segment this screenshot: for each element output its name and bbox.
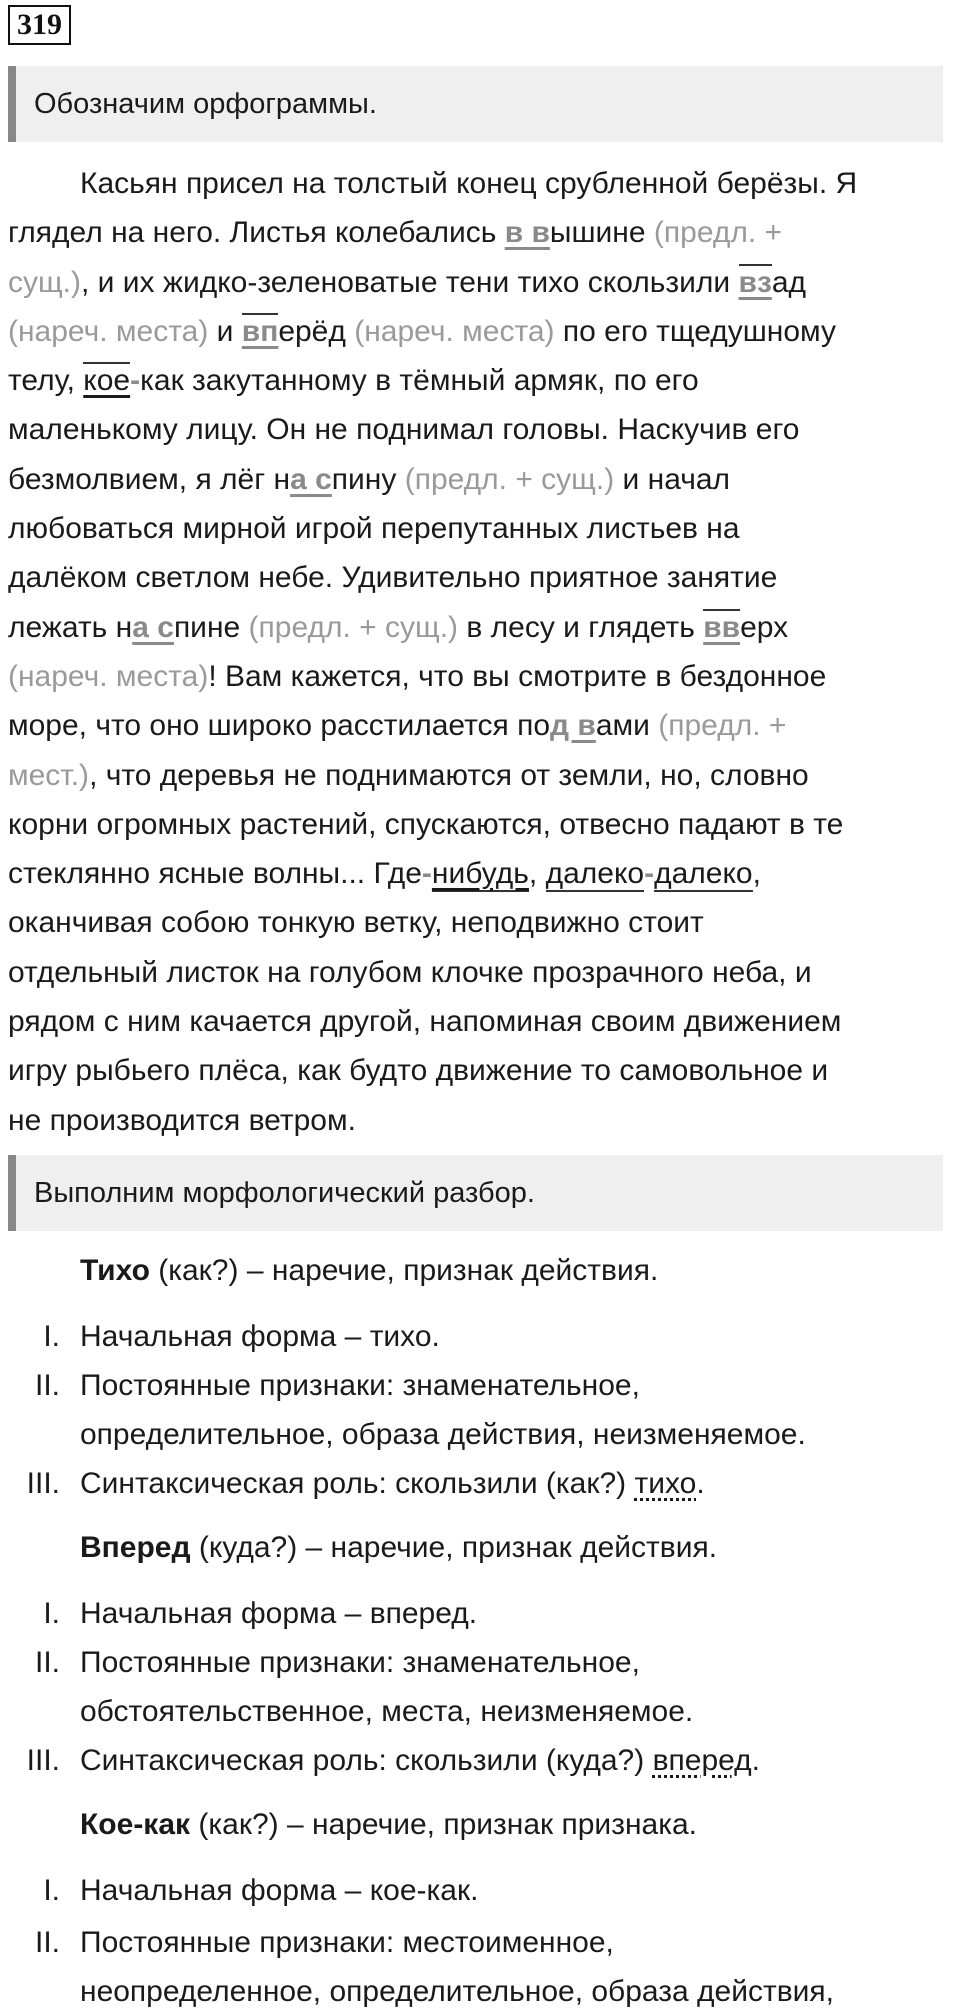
hyphen-mark: - xyxy=(644,857,655,891)
syntax-word: вперед xyxy=(652,1744,752,1777)
analysis-word: Кое-как xyxy=(80,1808,191,1841)
passage-line: Касьян присел на толстый конец срубленной берёзы. Я xyxy=(80,167,858,200)
orthogram: вз xyxy=(738,265,772,299)
passage-line: море, что оно широко расстилается под вами (предл. + xyxy=(8,709,787,743)
passage-line: не производится ветром. xyxy=(8,1103,356,1137)
passage-line: отдельный листок на голубом клочке прозрачного неба, и xyxy=(8,955,812,989)
hint: (предл. + xyxy=(653,216,783,250)
suffix-mark: нибудь xyxy=(431,857,529,891)
passage-line: игру рыбьего плёса, как будто движение то самовольное и xyxy=(8,1054,829,1088)
hint: (предл. + xyxy=(658,709,787,743)
syntax-word: тихо xyxy=(634,1467,697,1500)
exercise-number: 319 xyxy=(8,5,71,45)
section-header-orthograms xyxy=(8,66,943,142)
suffix-mark: далеко xyxy=(545,857,645,891)
section-header-morphology xyxy=(8,1155,943,1231)
orthogram: кое xyxy=(83,364,131,398)
orthogram: вп xyxy=(241,314,279,348)
analysis-heading: Тихо (как?) – наречие, признак действия. xyxy=(80,1254,659,1287)
hint: мест.) xyxy=(8,758,90,792)
passage-line: (нареч. места) и вперёд (нареч. места) по его тщедушному xyxy=(8,314,837,348)
analysis-heading: Вперед (куда?) – наречие, признак действия. xyxy=(80,1531,718,1564)
passage-line: любоваться мирной игрой перепутанных листьев на xyxy=(8,512,740,546)
passage-line: глядел на него. Листья колебались в вышине (предл. + xyxy=(8,216,783,250)
passage-line: телу, кое-как закутанному в тёмный армяк, по его xyxy=(8,364,699,398)
orthogram: вв xyxy=(703,610,741,644)
orthogram: д в xyxy=(550,709,596,743)
orthogram: в в xyxy=(504,216,550,250)
passage-line: оканчивая собою тонкую ветку, неподвижно стоит xyxy=(8,906,704,940)
hint: (нареч. места) xyxy=(8,314,209,348)
hint: сущ.) xyxy=(8,265,82,299)
hint: (нареч. места) xyxy=(8,659,209,693)
passage-line: рядом с ним качается другой, напоминая своим движением xyxy=(8,1005,842,1039)
suffix-mark: далеко xyxy=(654,857,753,891)
analysis-word: Вперед xyxy=(80,1531,191,1564)
hyphen-mark: - xyxy=(421,857,432,891)
passage-line: безмолвием, я лёг на спину (предл. + сущ.) и начал xyxy=(8,462,731,496)
passage-line: мест.), что деревья не поднимаются от земли, но, словно xyxy=(8,758,809,792)
passage-line: лежать на спине (предл. + сущ.) в лесу и глядеть вверх xyxy=(8,610,789,644)
orthogram: а с xyxy=(132,610,174,644)
hyphen-mark: - xyxy=(130,364,141,398)
hint: (нареч. места) xyxy=(354,314,555,348)
analysis-word: Тихо xyxy=(80,1254,150,1287)
passage-line: стеклянно ясные волны... Где-нибудь, далеко-далеко, xyxy=(8,857,761,891)
hint: (предл. + сущ.) xyxy=(248,610,459,644)
orthogram: а с xyxy=(290,462,332,496)
section-title: Обозначим орфограммы. xyxy=(34,88,377,120)
passage-line: сущ.), и их жидко-зеленоватые тени тихо скользили взад xyxy=(8,265,807,299)
passage xyxy=(8,159,953,1145)
passage-line: маленькому лицу. Он не поднимал головы. Наскучив его xyxy=(8,413,800,447)
section-title: Выполним морфологический разбор. xyxy=(34,1177,535,1209)
passage-line: далёком светлом небе. Удивительно приятное занятие xyxy=(8,561,778,595)
passage-line: (нареч. места)! Вам кажется, что вы смотрите в бездонное xyxy=(8,659,827,693)
passage-line: корни огромных растений, спускаются, отвесно падают в те xyxy=(8,807,844,841)
analysis-heading: Кое-как (как?) – наречие, признак признака. xyxy=(80,1808,697,1841)
hint: (предл. + сущ.) xyxy=(404,462,615,496)
